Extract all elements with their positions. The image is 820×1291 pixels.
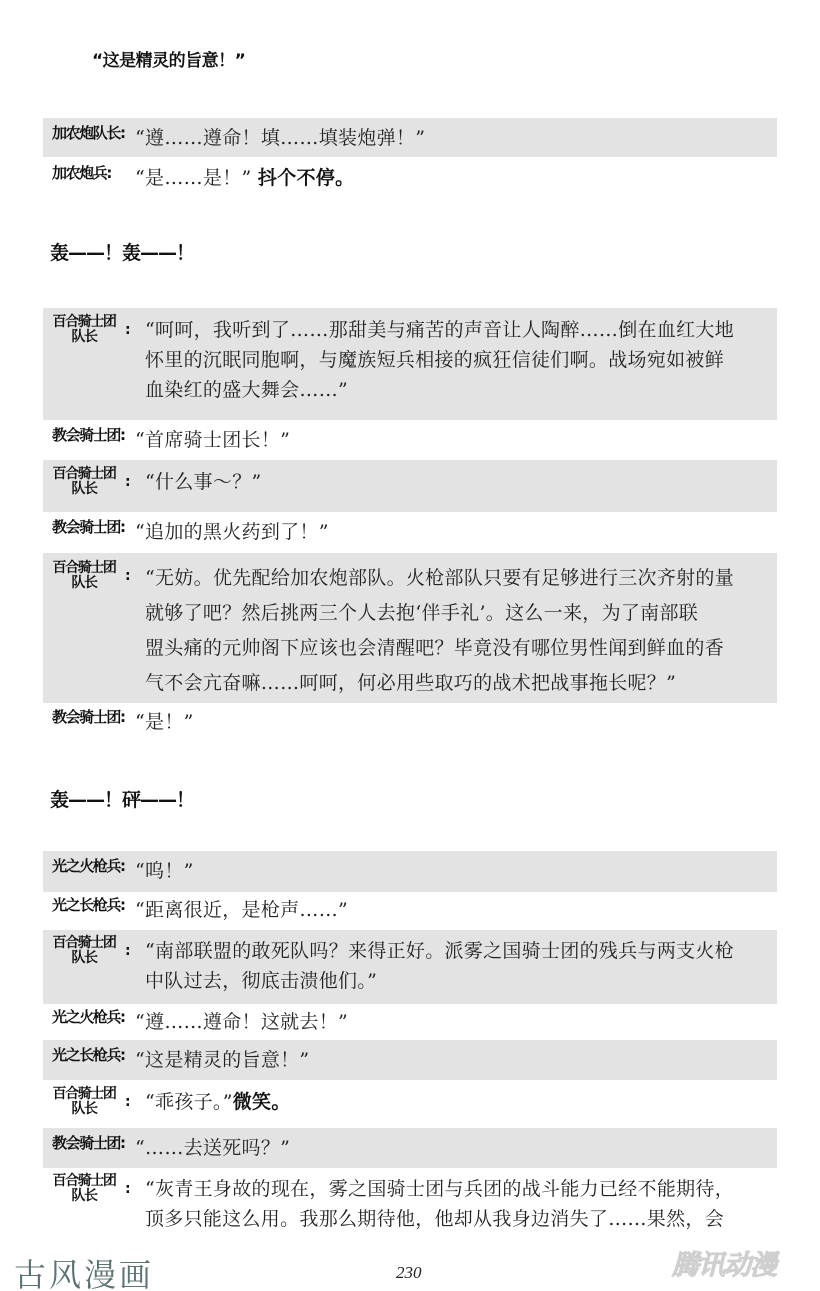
dialogue-row — [43, 1170, 777, 1240]
dialogue-line: 就够了吧？然后挑两三个人去抱‘伴手礼’。这么一来，为了南部联 — [145, 602, 699, 624]
speaker-label: 百合骑士团 队长 : — [52, 1173, 130, 1204]
dialogue-line: “是……是！” 抖个不停。 — [135, 167, 355, 189]
dialogue-row — [43, 553, 777, 703]
speaker-label: 光之长枪兵: — [52, 896, 125, 914]
dialogue-line: “……去送死吗？” — [135, 1137, 291, 1159]
dialogue-row — [43, 930, 777, 1004]
dialogue-row — [43, 1040, 777, 1080]
dialogue-row — [43, 1082, 777, 1128]
speaker-label: 百合骑士团 队长 : — [52, 560, 130, 591]
speaker-label: 百合骑士团 队长 : — [52, 314, 130, 345]
page-number: 230 — [396, 1263, 422, 1282]
dialogue-row — [43, 460, 777, 512]
dialogue-line: “遵……遵命！这就去！” — [135, 1011, 349, 1033]
stage-direction: 抖个不停。 — [257, 167, 355, 189]
dialogue-row — [43, 1128, 777, 1168]
sound-effect: 轰——！砰——！ — [50, 789, 195, 811]
dialogue-row — [43, 118, 777, 157]
dialogue-line: “距离很近，是枪声……” — [135, 899, 349, 921]
dialogue-row — [43, 1005, 777, 1040]
speaker-label: 加农炮队长: — [52, 124, 125, 142]
dialogue-line: “是！” — [135, 711, 194, 733]
dialogue-row — [43, 423, 777, 458]
speaker-label: 百合骑士团 队长 : — [52, 466, 130, 497]
dialogue-line: “这是精灵的旨意！” — [135, 1049, 310, 1071]
dialogue-row — [43, 893, 777, 929]
site-logo: 古风漫画 — [14, 1256, 155, 1291]
dialogue-line: “遵……遵命！填……填装炮弹！” — [135, 127, 426, 149]
dialogue-line: “追加的黑火药到了！” — [135, 521, 329, 543]
dialogue-row — [43, 308, 777, 420]
speaker-label: 加农炮兵: — [52, 164, 112, 182]
speaker-label: 教会骑士团: — [52, 426, 125, 444]
dialogue-line: “首席骑士团长！” — [135, 429, 291, 451]
dialogue-line: 血染红的盛大舞会……” — [145, 379, 349, 401]
speaker-label: 光之长枪兵: — [52, 1046, 125, 1064]
dialogue-row — [43, 705, 777, 741]
dialogue-line: 顶多只能这么用。我那么期待他，他却从我身边消失了……果然，会 — [145, 1208, 725, 1230]
speaker-label: 光之火枪兵: — [52, 857, 125, 875]
dialogue-line: “呵呵，我听到了……那甜美与痛苦的声音让人陶醉……倒在血红大地 — [145, 319, 735, 341]
dialogue-line: “乖孩子。”微笑。 — [145, 1091, 291, 1113]
dialogue-line: 中队过去，彻底击溃他们。” — [145, 970, 378, 992]
dialogue-row — [43, 851, 777, 892]
dialogue-line: 盟头痛的元帅阁下应该也会清醒吧？毕竟没有哪位男性闻到鲜血的香 — [145, 637, 725, 659]
speaker-label: 光之火枪兵: — [52, 1008, 125, 1026]
watermark-logo: 腾讯动漫 — [672, 1250, 776, 1281]
stage-direction: 微笑。 — [232, 1091, 291, 1113]
dialogue-line: “无妨。优先配给加农炮部队。火枪部队只要有足够进行三次齐射的量 — [145, 567, 735, 589]
speaker-label: 教会骑士团: — [52, 708, 125, 726]
speaker-label: 教会骑士团: — [52, 518, 125, 536]
speaker-label: 百合骑士团 队长 : — [52, 1086, 130, 1117]
sound-effect: 轰——！轰——！ — [50, 242, 195, 264]
dialogue-line: “呜！” — [135, 860, 194, 882]
intro-line: “这是精灵的旨意！” — [92, 51, 246, 71]
dialogue-line: 气不会亢奋嘛……呵呵，何必用些取巧的战术把战事拖长呢？” — [145, 672, 677, 694]
dialogue-row — [43, 515, 777, 551]
dialogue-row — [43, 160, 777, 197]
speaker-label: 百合骑士团 队长 : — [52, 935, 130, 966]
dialogue-line: “什么事～？” — [145, 471, 262, 493]
dialogue-line: “南部联盟的敢死队吗？来得正好。派雾之国骑士团的残兵与两支火枪 — [145, 940, 735, 962]
dialogue-line: “灰青王身故的现在，雾之国骑士团与兵团的战斗能力已经不能期待， — [145, 1178, 735, 1200]
dialogue-line: 怀里的沉眠同胞啊，与魔族短兵相接的疯狂信徒们啊。战场宛如被鲜 — [145, 349, 725, 371]
speaker-label: 教会骑士团: — [52, 1134, 125, 1152]
